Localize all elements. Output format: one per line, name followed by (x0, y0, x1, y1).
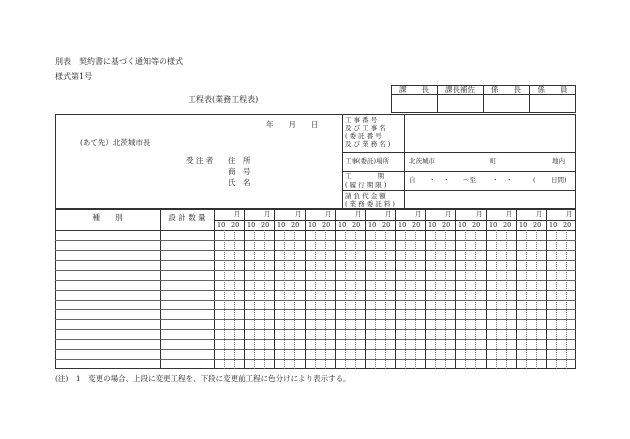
work-number-label: 及 び 業 務 名 ) (345, 140, 391, 148)
day-10-label: 10 (338, 221, 347, 229)
day-20-label: 20 (352, 221, 361, 229)
month-label: 月 (415, 210, 422, 218)
month-label: 月 (385, 210, 392, 218)
period-value: ・ (429, 176, 436, 184)
amount-label: 請 負 代 金 額 (345, 192, 386, 200)
day-20-label: 20 (231, 221, 240, 229)
address-label: 住 所 (228, 156, 251, 165)
month-label: 月 (445, 210, 452, 218)
col-qty-header: 設 計 数 量 (168, 213, 206, 222)
day-10-label: 10 (247, 221, 256, 229)
day-20-label: 20 (261, 221, 270, 229)
date-label: 年 月 日 (266, 120, 319, 129)
footnote: (注) 1 変更の場合、上段に変更工程を、下段に変更前工程に色分けにより表示する。 (55, 374, 351, 383)
month-label: 月 (566, 210, 573, 218)
location-label: 工事(委託)場所 (345, 157, 390, 165)
period-value: ・ (506, 176, 513, 184)
day-10-label: 10 (489, 221, 498, 229)
day-20-label: 20 (382, 221, 391, 229)
month-label: 月 (506, 210, 513, 218)
day-10-label: 10 (368, 221, 377, 229)
day-10-label: 10 (549, 221, 558, 229)
day-20-label: 20 (322, 221, 331, 229)
form-header-line2: 様式第1号 (55, 72, 93, 81)
addressee: (あて先）北茨城市長 (80, 138, 151, 147)
location-area: 地内 (552, 157, 565, 165)
approval-cell-label: 課 長 (399, 85, 429, 94)
location-town: 町 (490, 157, 497, 165)
day-20-label: 20 (412, 221, 421, 229)
day-10-label: 10 (217, 221, 226, 229)
day-20-label: 20 (533, 221, 542, 229)
col-kind-header: 種 別 (92, 213, 123, 222)
amount-label: ( 業 務 委 託 料 ) (345, 200, 395, 208)
period-value: 〜至 (463, 176, 476, 184)
month-label: 月 (355, 210, 362, 218)
day-10-label: 10 (308, 221, 317, 229)
form-title: 工程表(業務工程表) (188, 95, 259, 104)
month-label: 月 (536, 210, 543, 218)
day-10-label: 10 (428, 221, 437, 229)
month-label: 月 (476, 210, 483, 218)
day-10-label: 10 (458, 221, 467, 229)
approval-cell-label: 課長補佐 (445, 85, 475, 94)
period-value: ( (533, 176, 536, 184)
day-10-label: 10 (398, 221, 407, 229)
name-label: 氏 名 (228, 178, 251, 187)
period-label: 工 期 (345, 172, 384, 180)
approval-cell-label: 係 長 (491, 85, 521, 94)
period-value: 日間) (551, 176, 567, 184)
period-value: ・ (443, 176, 450, 184)
day-20-label: 20 (503, 221, 512, 229)
month-label: 月 (325, 210, 332, 218)
day-20-label: 20 (291, 221, 300, 229)
work-number-label: 工 事 番 号 (345, 116, 378, 124)
month-label: 月 (234, 210, 241, 218)
period-value: ・ (492, 176, 499, 184)
day-20-label: 20 (472, 221, 481, 229)
work-number-label: ( 委 託 番 号 (345, 132, 382, 140)
location-city: 北茨城市 (409, 157, 435, 165)
period-label: ( 履 行 期 限 ) (345, 181, 387, 189)
month-label: 月 (295, 210, 302, 218)
month-label: 月 (264, 210, 271, 218)
contractor-label: 受 注 者 (186, 156, 214, 165)
approval-cell-label: 係 員 (537, 85, 568, 94)
work-number-label: 及 び 工 事 名 (345, 124, 386, 132)
day-10-label: 10 (519, 221, 528, 229)
form-header-line1: 別表 契約書に基づく通知等の様式 (55, 57, 183, 66)
trade-name-label: 商 号 (228, 167, 251, 176)
period-value: 自 (409, 176, 416, 184)
day-20-label: 20 (442, 221, 451, 229)
day-20-label: 20 (563, 221, 572, 229)
day-10-label: 10 (277, 221, 286, 229)
